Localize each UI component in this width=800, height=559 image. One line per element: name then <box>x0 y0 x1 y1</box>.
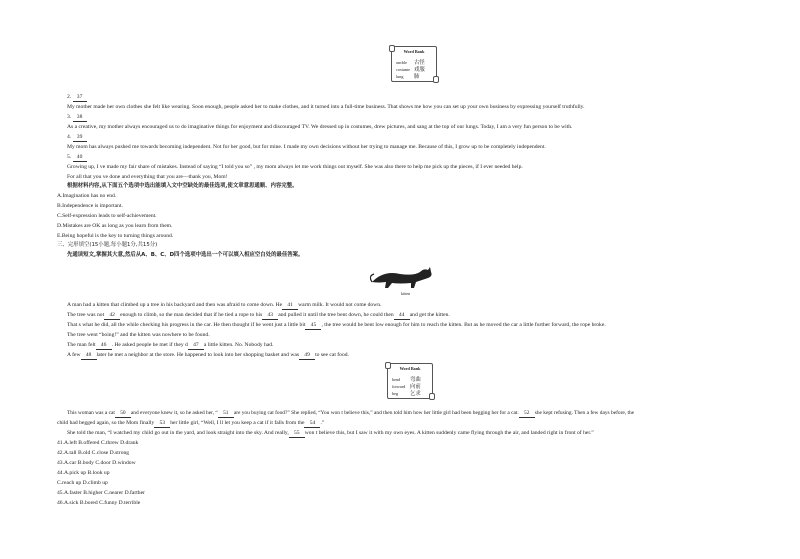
option-item: B.Independence is important. <box>57 203 123 209</box>
blank-43[interactable]: 43 <box>262 312 278 320</box>
question-number: 5. 40 <box>67 154 87 162</box>
answer-option-line: 43.A.car B.body C.door D.window <box>57 460 136 466</box>
blank-51[interactable]: 51 <box>218 410 234 418</box>
kitten-caption: kitten <box>401 291 411 296</box>
paragraph-text: She told the man, “I watched my child go out in the yard, and look straight into the sky. And really, 55 won t believe this, but I saw it with my own eyes. A kitten suddenly came flying through the air, and landed right in front of her.” <box>67 430 594 436</box>
word-bank-box <box>387 363 433 399</box>
word-bank-title: Word Bank <box>399 366 421 371</box>
word-bank-row: beg 乞求 <box>392 391 421 397</box>
option-item: C.Self-expression leads to self-achievement. <box>57 213 157 219</box>
answer-option-line: 42.A.tall B.old C.close D.strong <box>57 450 130 456</box>
paragraph-text: For all that you ve done and everything that you are—thank you, Mom! <box>67 174 228 180</box>
blank-40[interactable]: 40 <box>73 154 87 162</box>
paragraph-text: Growing up, I ve made my fair share of mistakes. Instead of saying “I told you so” , my mom always let me work things out myself. She was also there to help me pick up the pieces, if I ever needed help. <box>67 164 523 170</box>
instruction-text: 根据材料内容,从下面五个选项中选出能填入文中空缺处的最佳选项,使文章意思通顺、内容完整。 <box>67 183 298 189</box>
blank-38[interactable]: 38 <box>73 114 87 122</box>
word-bank-row: costume 戏服 <box>396 67 425 73</box>
blank-54[interactable]: 54 <box>304 420 320 428</box>
word-bank-row: ancble 古怪 <box>396 60 425 66</box>
word-bank-row: lung 肺 <box>396 74 420 80</box>
word-bank-box <box>391 46 437 82</box>
blank-39[interactable]: 39 <box>73 134 87 142</box>
answer-option-line: C.reach up D.climb up <box>57 480 108 486</box>
blank-44[interactable]: 44 <box>394 312 410 320</box>
question-number: 2. 37 <box>67 94 87 102</box>
word-bank-row: forward 向前 <box>392 384 421 390</box>
question-number: 4. 39 <box>67 134 87 142</box>
blank-50[interactable]: 50 <box>115 410 131 418</box>
answer-option-line: 41.A.left B.offered C.threw D.drank <box>57 440 139 446</box>
paragraph-text: A few 48 later he met a neighbor at the store. He happened to look into her shopping basket and was 49 to see cat food. <box>67 352 349 358</box>
paragraph-text: The tree was not 42 enough to climb, so the man decided that if he tied a rope to his 43 and pulled it until the tree bent down, he could then 44 and get the kitten. <box>67 312 450 318</box>
blank-37[interactable]: 37 <box>73 94 87 102</box>
paragraph-text: My mom has always pushed me towards becoming independent. Not for her good, but for mine. I made my own decisions without her trying to manage me. Because of this, I grow up to be completely independent. <box>67 144 546 150</box>
blank-41[interactable]: 41 <box>282 302 298 310</box>
instruction-text: 先通读短文,掌握其大意,然后从A、B、C、D四个选项中选出一个可以填入相应空白处的最佳答案。 <box>67 252 304 258</box>
paragraph-text: The man felt 46 . He asked people he met if they d 47 a little kitten. No. Nobody had. <box>67 342 274 348</box>
paragraph-text: A man had a kitten that climbed up a tree in his backyard and then was afraid to come down. He 41 warm milk. It would not come down. <box>67 302 382 308</box>
paragraph-text: The tree went “boing!” and the kitten was nowhere to be found. <box>67 332 210 338</box>
paragraph-text: As a creative, my mother always encouraged us to do imaginative things for enjoyment and discouraged TV. We dressed up in costumes, drew pictures, and sang at the top of our lungs. Today, I am a very fun person to be with. <box>67 124 573 130</box>
blank-55[interactable]: 55 <box>289 430 305 438</box>
blank-52[interactable]: 52 <box>519 410 535 418</box>
blank-46[interactable]: 46 <box>96 342 112 350</box>
word-bank-row: bend 弯曲 <box>392 377 421 383</box>
blank-49[interactable]: 49 <box>299 352 315 360</box>
answer-option-line: 44.A.pick up B.look up <box>57 470 110 476</box>
section-heading: 三、完形填空(15小题,每小题1分,共15分) <box>57 242 158 248</box>
option-item: D.Mistakes are OK as long as you learn from them. <box>57 223 173 229</box>
word-bank-title: Word Bank <box>403 49 425 54</box>
option-item: E.Being hopeful is the key to turning things around. <box>57 233 174 239</box>
option-item: A.Imagination has no end. <box>57 193 117 199</box>
question-number: 3. 38 <box>67 114 87 122</box>
answer-option-line: 45.A.faster B.higher C.nearer D.farther <box>57 490 145 496</box>
blank-48[interactable]: 48 <box>81 352 97 360</box>
paragraph-text: child had begged again, so the Mom finally 53 her little girl, “Well, I ll let you keep a cat if it falls from the 54 .” <box>57 420 325 426</box>
paragraph-text: That s what he did, all the while checking his progress in the car. He then thought if he went just a little bit 45 , the tree would be bent low enough for him to reach the kitten. But as he moved the car a little further forward, the rope broke. <box>67 322 606 328</box>
blank-45[interactable]: 45 <box>305 322 321 330</box>
blank-42[interactable]: 42 <box>104 312 120 320</box>
answer-option-line: 46.A.sick B.bored C.funny D.terrible <box>57 500 141 506</box>
blank-47[interactable]: 47 <box>188 342 204 350</box>
paragraph-text: My mother made her own clothes she felt like wearing. Soon enough, people asked her to make clothes, and it turned into a full-time business. That shows me how you can set up your own business by expressing yourself truthfully. <box>67 104 585 110</box>
paragraph-text: This woman was a cat 50 and everyone knew it, so he asked her, “ 51 are you buying cat food?” She replied, “You won t believe this,” and then told him how her little girl had been begging her for a cat. 52 she kept refusing. Then a few days before, the <box>67 410 635 416</box>
kitten-illustration <box>370 262 434 290</box>
blank-53[interactable]: 53 <box>154 420 170 428</box>
